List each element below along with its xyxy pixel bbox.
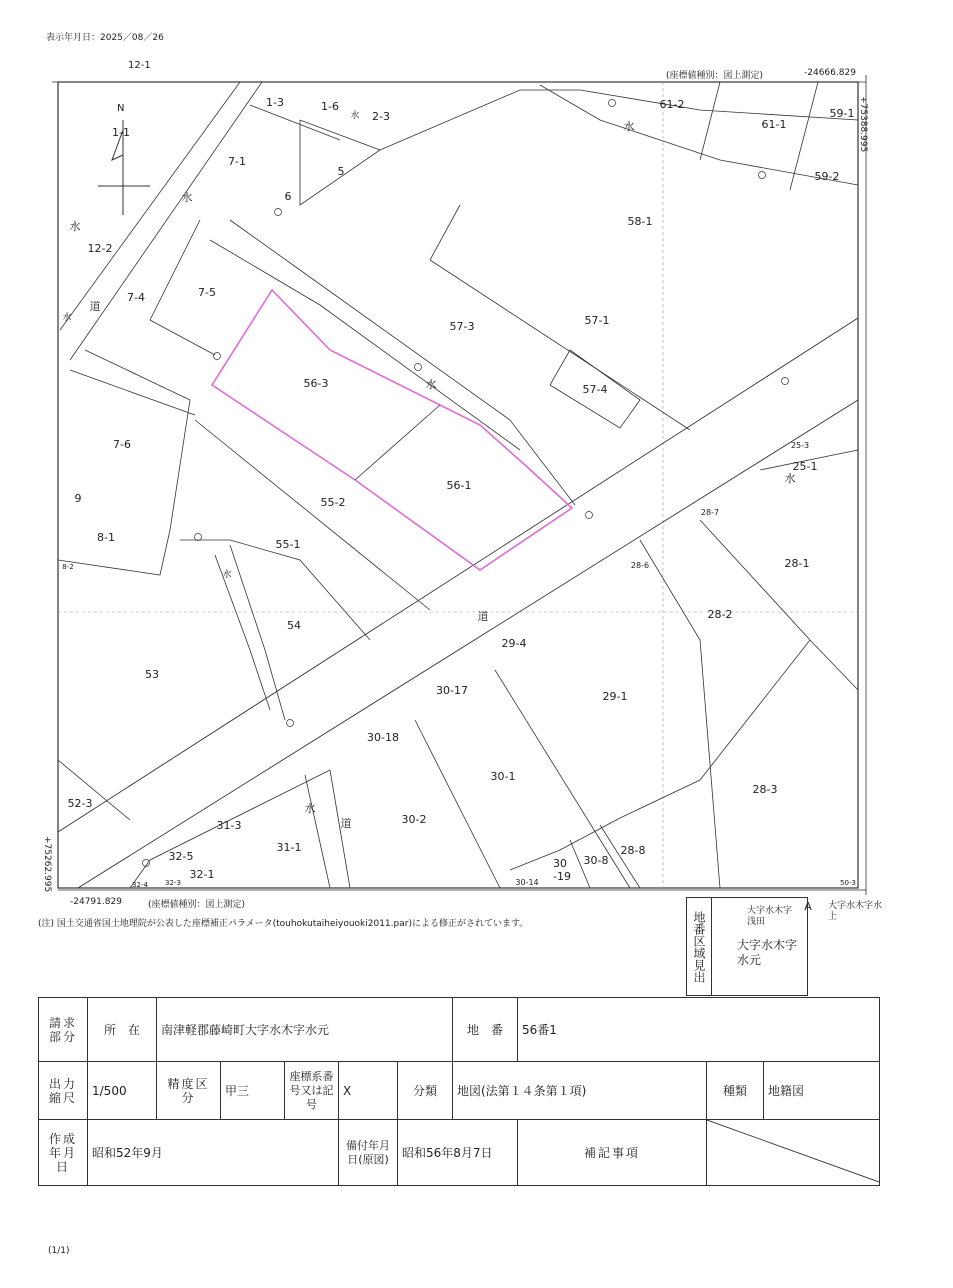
- parcel-label: 31-1: [276, 841, 302, 854]
- parcel-label: -19: [553, 870, 571, 883]
- parcel-label: 58-1: [627, 215, 653, 228]
- parcel-label: 7-6: [113, 438, 131, 451]
- coord-y-bottom: +75262.995: [42, 836, 52, 893]
- water-label: 水: [69, 220, 81, 233]
- coord-x-top: -24666.829: [804, 68, 856, 78]
- parcel-label: 32-5: [168, 850, 194, 863]
- parcel-label: 25-3: [790, 441, 810, 450]
- prepared-label: 備付年月日(原図): [339, 1120, 398, 1186]
- accuracy-value: 甲三: [221, 1062, 285, 1120]
- parcel-label: 61-1: [761, 118, 787, 131]
- water-label: 水: [425, 378, 437, 391]
- coord-type-bottom: (座標値種別：図上測定): [148, 900, 246, 910]
- edge-label: A: [804, 900, 812, 913]
- road-label: 道: [89, 300, 101, 313]
- water-label: 水: [62, 313, 72, 323]
- parcel-label: 30-2: [401, 813, 427, 826]
- coord-type-top: (座標値種別：図上測定): [666, 71, 764, 81]
- area-legend: [686, 897, 808, 996]
- parcel-label: 50-3: [840, 879, 856, 887]
- parcel-label: 8-1: [97, 531, 115, 544]
- parcel-label: 7-5: [198, 286, 216, 299]
- parcel-label: 30-18: [367, 731, 399, 744]
- lot-value: 56番1: [518, 998, 880, 1062]
- scale-value: 1/500: [88, 1062, 157, 1120]
- prepared-value: 昭和56年8月7日: [398, 1120, 518, 1186]
- remarks-label: 補記事項: [518, 1120, 707, 1186]
- class-label: 分類: [398, 1062, 453, 1120]
- class-value: 地図(法第１４条第１項): [453, 1062, 707, 1120]
- parcel-label: 52-3: [67, 797, 93, 810]
- parcel-label: 57-4: [582, 383, 608, 396]
- legend-area3: 大字水木字水上: [828, 901, 883, 922]
- info-table: [38, 997, 880, 1186]
- legend-title: 地番区域見出: [687, 898, 712, 995]
- water-label: 水: [222, 570, 232, 580]
- water-label: 水: [784, 472, 796, 485]
- parcel-label: 55-1: [275, 538, 301, 551]
- parcel-label: 12-2: [87, 242, 113, 255]
- parcel-label: 30: [553, 857, 567, 870]
- lot-label: 地 番: [453, 998, 518, 1062]
- parcel-label: 28-1: [784, 557, 810, 570]
- parcel-label: 61-2: [659, 98, 685, 111]
- requester-label: 請求部分: [39, 998, 88, 1062]
- parcel-label: 53: [145, 668, 159, 681]
- legend-area1: 大字水木字浅田: [747, 906, 793, 927]
- parcel-label: 5: [337, 165, 345, 178]
- parcel-label: 8-2: [62, 563, 74, 571]
- parcel-label: 29-1: [602, 690, 628, 703]
- parcel-label: 32-3: [165, 879, 181, 887]
- parcel-label: 55-2: [320, 496, 346, 509]
- parcel-label: 28-2: [707, 608, 733, 621]
- north-label: N: [117, 103, 125, 114]
- coord-sys-label: 座標系番号又は記号: [285, 1062, 339, 1120]
- parcel-label: 6: [284, 190, 292, 203]
- water-label: 水: [304, 802, 316, 815]
- parcel-label: 28-3: [752, 783, 778, 796]
- correction-note: (注) 国土交通省国土地理院が公表した座標補正パラメータ(touhokutaiheiyouoki2011.par)による修正がされています。: [38, 919, 529, 929]
- parcel-label: 2-3: [372, 110, 390, 123]
- parcel-label: 30-8: [583, 854, 609, 867]
- parcel-label: 57-1: [584, 314, 610, 327]
- location-label: 所 在: [88, 998, 157, 1062]
- parcel-label: 30-17: [436, 684, 468, 697]
- parcel-label: 25-1: [792, 460, 818, 473]
- created-label: 作成年月日: [39, 1120, 88, 1186]
- accuracy-label: 精度区分: [157, 1062, 221, 1120]
- created-value: 昭和52年9月: [88, 1120, 339, 1186]
- coord-sys-value: X: [339, 1062, 398, 1120]
- parcel-label: 54: [287, 619, 301, 632]
- parcel-label: 1-1: [112, 126, 130, 139]
- parcel-label: 57-3: [449, 320, 475, 333]
- remarks-value: [707, 1120, 880, 1186]
- parcel-label: 56-1: [446, 479, 472, 492]
- legend-area2: 大字水木字水元: [737, 938, 798, 967]
- parcel-label: 7-1: [228, 155, 246, 168]
- location-value: 南津軽郡藤崎町大字水木字水元: [157, 998, 453, 1062]
- scale-label: 出力縮尺: [39, 1062, 88, 1120]
- parcel-label: 32-4: [132, 881, 148, 889]
- parcel-label: 9: [74, 492, 82, 505]
- parcel-label: 1-6: [321, 100, 339, 113]
- type-label: 種類: [707, 1062, 764, 1120]
- display-date: 表示年月日：2025／08／26: [46, 33, 164, 43]
- page-number: (1/1): [48, 1246, 70, 1256]
- water-label: 水: [623, 120, 635, 133]
- water-label: 水: [350, 111, 360, 121]
- parcel-label: 7-4: [127, 291, 145, 304]
- parcel-label: 28-7: [700, 508, 720, 517]
- parcel-label: 59-2: [814, 170, 840, 183]
- top-left-parcel: 12-1: [128, 60, 151, 71]
- parcel-label: 31-3: [216, 819, 242, 832]
- road-label: 道: [477, 610, 489, 623]
- parcel-label: 28-8: [620, 844, 646, 857]
- parcel-label: 28-6: [630, 561, 650, 570]
- parcel-label: 32-1: [189, 868, 215, 881]
- parcel-label: 30-1: [490, 770, 516, 783]
- coord-x-bottom: -24791.829: [70, 897, 122, 907]
- water-label: 水: [181, 191, 193, 204]
- type-value: 地籍図: [764, 1062, 880, 1120]
- parcel-label: 59-1: [829, 107, 855, 120]
- parcel-label: 30-14: [515, 878, 539, 887]
- parcel-label: 29-4: [501, 637, 527, 650]
- road-label: 道: [340, 817, 352, 830]
- parcel-label: 1-3: [266, 96, 284, 109]
- parcel-label: 56-3: [303, 377, 329, 390]
- coord-y-top: +75388.995: [858, 96, 868, 153]
